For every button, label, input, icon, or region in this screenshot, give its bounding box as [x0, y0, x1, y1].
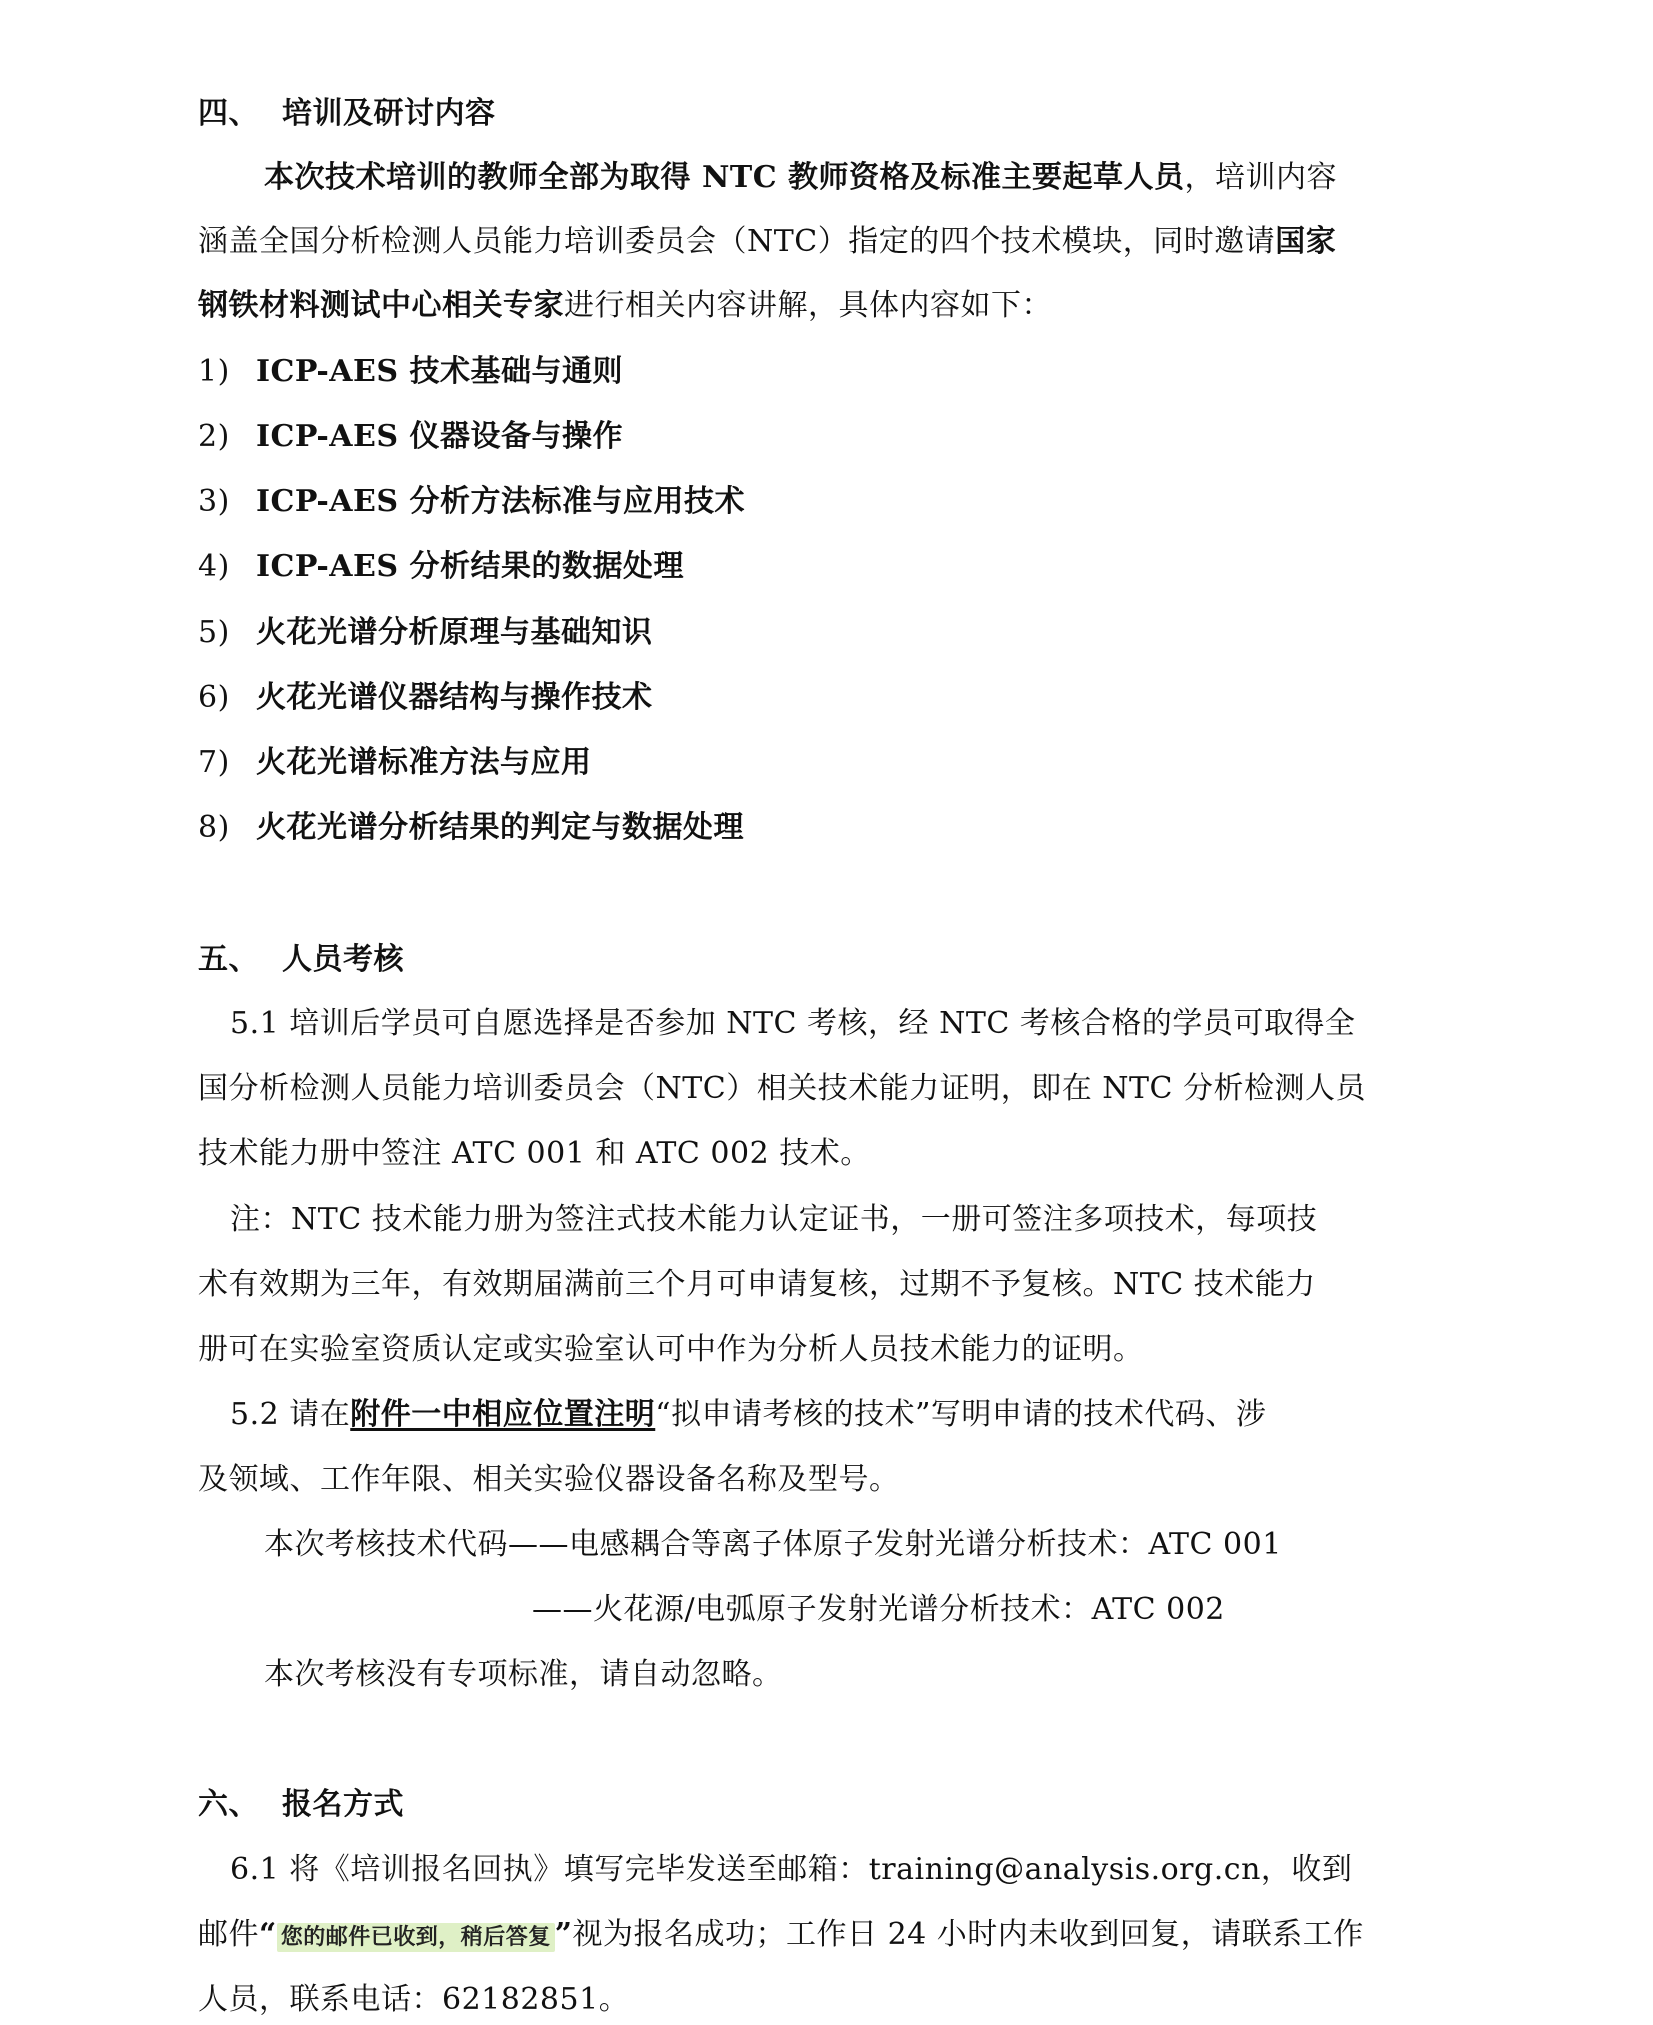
- list-item-text: ICP-AES 技术基础与通则: [256, 354, 624, 389]
- list-item-index: 6): [198, 680, 230, 715]
- list-item-text: 火花光谱标准方法与应用: [256, 745, 592, 780]
- section-5-title: 人员考核: [282, 942, 404, 977]
- list-item: [198, 743, 592, 783]
- list-item-text: 火花光谱分析结果的判定与数据处理: [256, 810, 744, 845]
- section-5-1-line-3: 技术能力册中签注 ATC 001 和 ATC 002 技术。: [198, 1136, 871, 1171]
- section-5-1-line-2: 国分析检测人员能力培训委员会（NTC）相关技术能力证明，即在 NTC 分析检测人员: [198, 1071, 1366, 1106]
- section-4-intro-line-3: [198, 286, 1052, 326]
- section-6-title: 报名方式: [282, 1787, 404, 1822]
- section-4-intro-line-1: [264, 158, 1337, 198]
- note-line-1: 注：NTC 技术能力册为签注式技术能力认定证书，一册可签注多项技术，每项技: [230, 1202, 1318, 1237]
- section-5-2-line-2: 及领域、工作年限、相关实验仪器设备名称及型号。: [198, 1462, 900, 1497]
- list-item: [198, 678, 653, 718]
- intro-bold-national: 国家: [1275, 224, 1337, 259]
- list-item-index: 8): [198, 810, 230, 845]
- list-item-index: 2): [198, 419, 230, 454]
- list-item-index: 5): [198, 615, 230, 650]
- intro-text: 进行相关内容讲解，具体内容如下：: [564, 288, 1052, 323]
- list-item-text: ICP-AES 分析结果的数据处理: [256, 549, 685, 584]
- list-item: [198, 808, 744, 848]
- list-item-text: 火花光谱仪器结构与操作技术: [256, 680, 653, 715]
- list-item: [198, 613, 653, 653]
- intro-text: ，培训内容: [1184, 160, 1338, 195]
- list-item: [198, 417, 623, 457]
- list-item-index: 1): [198, 354, 230, 389]
- intro-text: 涵盖全国分析检测人员能力培训委员会（NTC）指定的四个技术模块，同时邀请: [198, 224, 1276, 259]
- list-item: [198, 482, 745, 522]
- section-6-heading: [198, 1785, 404, 1825]
- section-6-1-text: 邮件: [198, 1917, 259, 1952]
- section-4-number: 四、: [198, 96, 259, 131]
- section-6-1-line-3: 人员，联系电话：62182851。: [198, 1982, 630, 2017]
- section-5-2-text: 5.2 请在: [230, 1397, 351, 1432]
- list-item: [198, 547, 684, 587]
- tech-code-line-2: ——火花源/电弧原子发射光谱分析技术：ATC 002: [532, 1592, 1225, 1627]
- list-item-text: 火花光谱分析原理与基础知识: [256, 615, 653, 650]
- section-5-heading: [198, 940, 404, 980]
- section-5-2-text: “拟申请考核的技术”写明申请的技术代码、涉: [655, 1397, 1267, 1432]
- section-5-1-line-1: 5.1 培训后学员可自愿选择是否参加 NTC 考核，经 NTC 考核合格的学员可取得全: [230, 1006, 1356, 1041]
- list-item-index: 7): [198, 745, 230, 780]
- quote-close: ”: [554, 1917, 573, 1952]
- note-line-2: 术有效期为三年，有效期届满前三个月可申请复核，过期不予复核。NTC 技术能力: [198, 1267, 1316, 1302]
- no-special-standard: 本次考核没有专项标准，请自动忽略。: [264, 1657, 783, 1692]
- note-line-3: 册可在实验室资质认定或实验室认可中作为分析人员技术能力的证明。: [198, 1332, 1144, 1367]
- attachment-reference: 附件一中相应位置注明: [350, 1397, 656, 1432]
- section-4-intro-line-2: [198, 222, 1336, 262]
- list-item-text: ICP-AES 仪器设备与操作: [256, 419, 624, 454]
- list-item-index: 4): [198, 549, 230, 584]
- section-6-1-text: 视为报名成功；工作日 24 小时内未收到回复，请联系工作: [572, 1917, 1364, 1952]
- section-6-1-line-1: 6.1 将《培训报名回执》填写完毕发送至邮箱：training@analysis.org.cn，收到: [230, 1852, 1353, 1887]
- list-item: [198, 352, 623, 392]
- section-5-number: 五、: [198, 942, 259, 977]
- tech-code-line-1: 本次考核技术代码——电感耦合等离子体原子发射光谱分析技术：ATC 001: [264, 1527, 1282, 1562]
- section-4-heading: [198, 94, 496, 134]
- list-item-index: 3): [198, 484, 230, 519]
- quote-open: “: [259, 1917, 277, 1952]
- section-6-number: 六、: [198, 1787, 259, 1822]
- intro-bold-teachers: 本次技术培训的教师全部为取得 NTC 教师资格及标准主要起草人员: [264, 160, 1185, 195]
- section-4-title: 培训及研讨内容: [282, 96, 496, 131]
- highlighted-auto-reply: 您的邮件已收到，稍后答复: [277, 1923, 555, 1952]
- section-6-1-line-2: [198, 1915, 1364, 1958]
- section-5-2-line-1: [230, 1395, 1266, 1435]
- list-item-text: ICP-AES 分析方法标准与应用技术: [256, 484, 746, 519]
- intro-bold-experts: 钢铁材料测试中心相关专家: [198, 288, 564, 323]
